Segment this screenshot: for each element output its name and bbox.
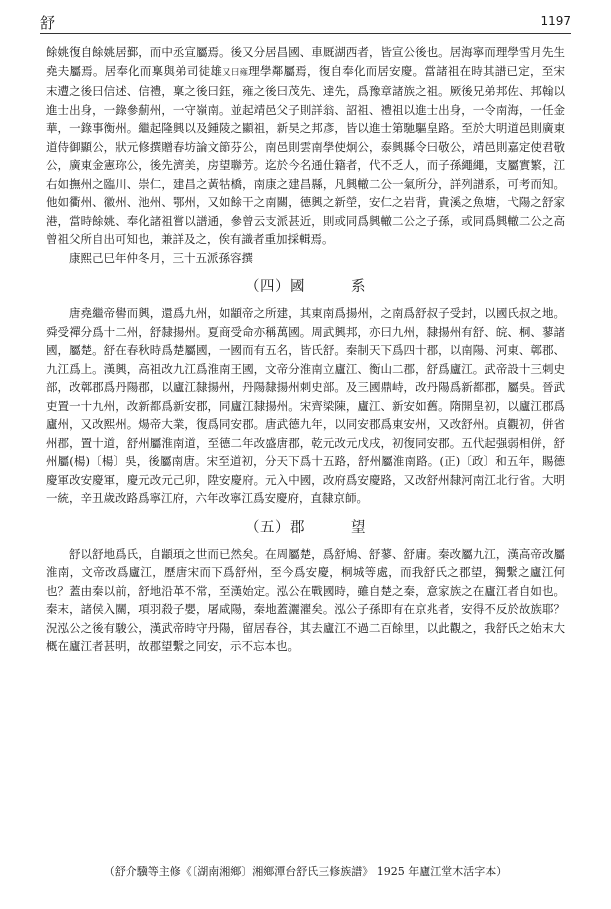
- page-number: 1197: [540, 14, 571, 28]
- section-heading-guoxi-right: 系: [351, 279, 366, 295]
- section-heading-junwang-left: （五）郡: [245, 519, 305, 536]
- intro-text-2: 理學鄰屬焉，復自奉化而居安慶。當諸祖在時其譜已定，至宋末遭之後曰信述、信禮，稟之後曰鈺，雍之後曰茂先、達先，爲豫章諸族之祖。厥後兄弟邦佐、邦翰以進士出身，一錄參薊州，一守嶺南。並起靖邑父子則詳翁、詔祖、禮祖以進士出身，一令南海，一任金華，一錄事衡州。繼起隆興以及鍾陵之顯祖，新昊之邦彥，皆以進士第馳驅皇路。至於大明道邑則廣東道侍御顯公，狀元修撰贈春坊論文節芬公，南邑則雲南學使炯公，泰興縣令曰敬公，靖邑則嘉定使君敬公，廣東金憲珎公，後先濟美，房望聯芳。迄於今名通仕籍者，代不乏人，而子孫繩繩，支屬實繁，江右如撫州之臨川、崇仁，建昌之黃牯橋，南康之建昌縣，凡興轍二公一氣所分，詳列譜系，可考而知。他如衢州、徽州、池州、鄂州，又如餘干之南關，德興之新塋，安仁之岩背，貴溪之魚塘，弋陽之舒家港，當時餘姚、奉化諸祖嘗以譜通，參曾云支派甚近，則或同爲興轍二公之子孫，或同爲興轍二公之高曾祖父所自出可知也，兼詳及之，俟有識者重加採輯焉。: [46, 63, 565, 246]
- intro-small-note: 又曰雍: [222, 67, 249, 78]
- intro-text-1: 餘姚復自餘姚居鄞，而中丞宣屬焉。後又分居昌國、車厩湖西者，皆宣公後也。居海寧而理學雪月先生堯夫屬焉。居奉化而稟與弟司徒雄: [46, 45, 565, 78]
- section-guoxi-text: 唐堯繼帝嚳而興，還爲九州，如顓帝之所建，其東南爲揚州，之南爲舒叔子受封，以國氏叔之地。舜受禪分爲十二州，舒隸揚州。夏商受命亦稱萬國。周武興邦，亦曰九州，隸揚州有舒、皖、桐、蓼諸國，屬楚。舒在春秋時爲楚屬國，一國而有五名，皆氏舒。秦制天下爲四十郡，以南陽、河東、鄣郡、九江爲上。漢興，高祖改九江爲淮南王國，文帝分淮南立廬江、衡山二郡，舒爲廬江。武帝設十三刺史部，改鄣郡爲丹陽郡，以廬江隸揚州，丹陽隸揚州刺史部。及三國鼎峙，改丹陽爲新都郡，屬吳。晉武吏置一十九州，改新都爲新安郡，同廬江隸揚州。宋齊梁陳，廬江、新安如舊。隋開皇初，以廬江郡爲廬州，又改熙州。煬帝大業，復爲同安郡。唐武德九年，以同安郡爲東安州，又改舒州。貞觀初，併省州郡，置十道，舒州屬淮南道，至德二年改盛唐郡，乾元改元戊戌，初復同安郡。五代起强弱相併，舒州屬(楊)〔楊〕吳，後屬南唐。宋至道初，分天下爲十五路，舒州屬淮南路。(正)〔政〕和五年，賜德慶軍改安慶軍，慶元改元己卯，陞安慶府。元入中國，改府爲安慶路，又改舒州隸河南江北行省。大明一統，辛丑歲改路爲寧江府，六年改寧江爲安慶府，直隸京師。: [46, 306, 565, 505]
- section-heading-guoxi-left: （四）國: [245, 279, 305, 295]
- page-body: [46, 43, 565, 656]
- page-title: 舒: [40, 14, 56, 32]
- section-heading-junwang-right: 望: [351, 519, 366, 536]
- intro-paragraph: [46, 43, 565, 249]
- section-junwang-text: 舒以舒地爲氏，自顓頊之世而已然矣。在周屬楚，爲舒鳩、舒蓼、舒庸。秦改屬九江，漢高帝改屬淮南，文帝改爲廬江，歷唐宋而下爲舒州，至今爲安慶，桐城等處，而我舒氏之郡望，獨繫之廬江何也？蓋由秦以前，舒地沿革不常，至漢始定。泓公在戰國時，雖自楚之秦，意家族之在廬江者自如也。秦末，諸侯入關，項羽殺子嬰，屠咸陽，秦地蓋灑濯矣。泓公子孫即有在京兆者，安得不反於故族耶？況泓公之後有駿公，漢武帝時守丹陽，留居春谷，其去廬江不過二百餘里，以此觀之，我舒氏之始末大概在廬江者甚明，故郡望繫之同安，示不忘本也。: [46, 546, 565, 653]
- section-heading-junwang: [46, 516, 565, 537]
- header-rule: [40, 33, 571, 34]
- intro-signature: 康熙己巳年仲冬月，三十五派孫容撰: [69, 250, 253, 265]
- source-caption: （舒介驥等主修《〔湖南湘鄉〕湘鄉潭台舒氏三修族譜》 1925 年廬江堂木活字本）: [103, 865, 508, 878]
- section-heading-guoxi: [46, 275, 565, 296]
